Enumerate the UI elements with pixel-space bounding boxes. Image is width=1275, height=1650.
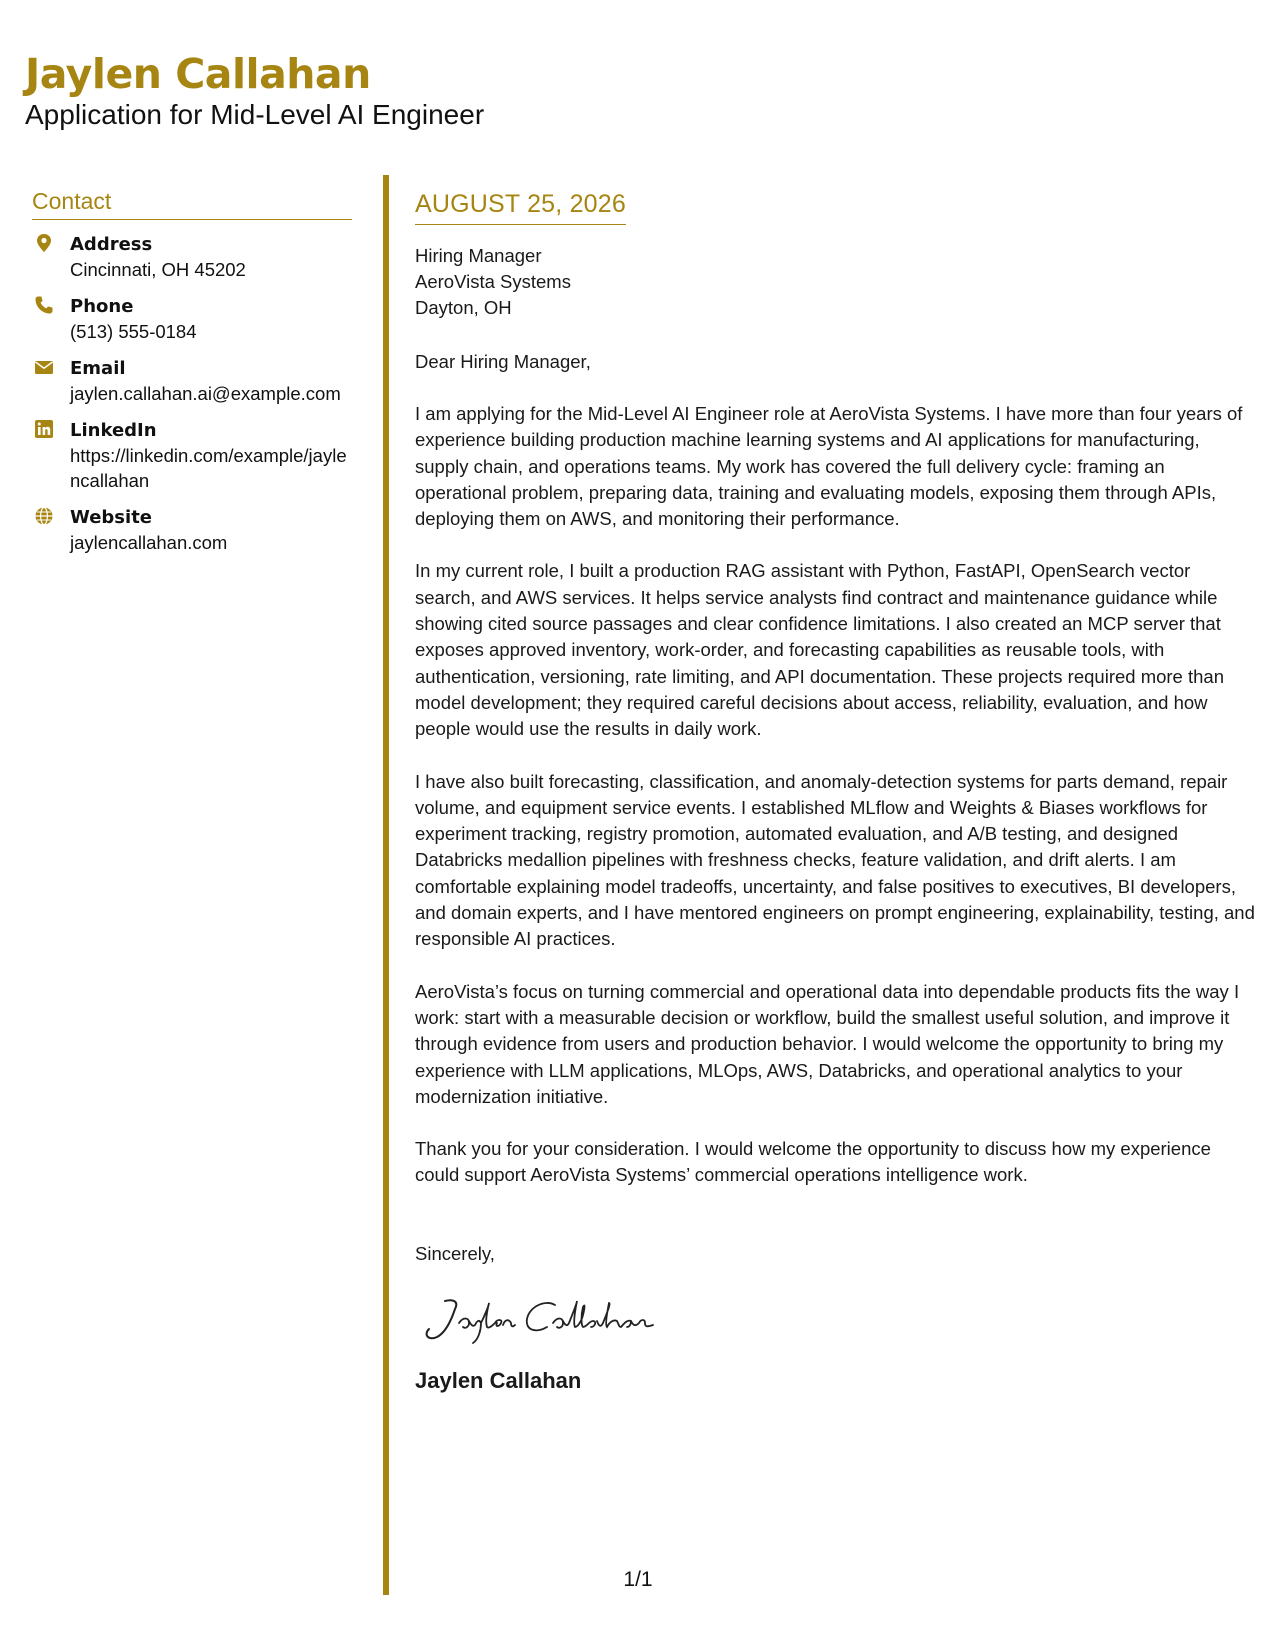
contact-email [32,356,352,406]
globe-icon [34,506,54,526]
letter-paragraph: I have also built forecasting, classification, and anomaly-detection systems for parts demand, repair volume, and equipment service events. I established MLflow and Weights & Biases workflows for experiment tracking, registry promotion, automated evaluation, and A/B testing, and designed Databricks medallion pipelines with freshness checks, feature validation, and drift alerts. I am comfortable explaining model tradeoffs, uncertainty, and false positives to executives, BI developers, and domain experts, and I have mentored engineers on prompt engineering, explainability, testing, and responsible AI practices. [415,770,1255,950]
vertical-divider [383,175,389,1595]
letter-paragraph: Thank you for your consideration. I would welcome the opportunity to discuss how my experience could support AeroVista Systems’ commercial operations intelligence work. [415,1138,1211,1186]
contact-label: Email [70,358,126,379]
letter-body [415,190,1255,1394]
linkedin-icon [34,419,54,439]
phone-icon [34,295,54,315]
contact-value: Cincinnati, OH 45202 [70,259,246,280]
page-header [25,50,484,132]
contact-value: jaylencallahan.com [70,532,228,553]
closing: Sincerely, [415,1242,495,1264]
contact-address [32,232,352,282]
contact-value: https://linkedin.com/example/jaylencallahan [70,445,347,491]
contact-sidebar [32,188,352,567]
application-subtitle: Application for Mid-Level AI Engineer [25,99,485,130]
letter-paragraph: I am applying for the Mid-Level AI Engineer role at AeroVista Systems. I have more than four years of experience building production machine learning systems and AI applications for manufacturing, supply chain, and operations teams. My work has covered the full delivery cycle: framing an operational problem, preparing data, training and evaluating models, exposing them through APIs, deploying them on AWS, and monitoring their performance. [415,403,1243,530]
contact-website [32,505,352,555]
contact-label: Phone [70,296,134,317]
contact-linkedin [32,418,352,493]
contact-label: Website [70,507,153,528]
applicant-name: Jaylen Callahan [25,50,371,98]
recipient-line: Hiring Manager [415,245,542,266]
contact-label: Address [70,234,153,255]
recipient-block [415,243,1255,321]
letter-paragraph: AeroVista’s focus on turning commercial and operational data into dependable products fits the way I work: start with a measurable decision or workflow, build the smallest useful solution, and improve it through evidence from users and production behavior. I would welcome the opportunity to bring my experience with LLM applications, MLOps, AWS, Databricks, and operational analytics to your modernization initiative. [415,980,1240,1107]
contact-value: jaylen.callahan.ai@example.com [70,383,341,404]
map-pin-icon [34,233,54,253]
recipient-line: Dayton, OH [415,297,512,318]
letter-date: AUGUST 25, 2026 [415,190,626,225]
envelope-icon [34,357,54,377]
salutation: Dear Hiring Manager, [415,351,591,372]
page-number: 1/1 [623,1568,653,1591]
handwritten-signature [415,1289,675,1349]
recipient-line: AeroVista Systems [415,271,571,292]
contact-phone [32,294,352,344]
signed-name: Jaylen Callahan [415,1367,582,1393]
contact-heading: Contact [32,188,352,220]
letter-paragraph: In my current role, I built a production RAG assistant with Python, FastAPI, OpenSearch vector search, and AWS services. It helps service analysts find contract and maintenance guidance while showing cited source passages and clear confidence limitations. I also created an MCP server that exposes approved inventory, work-order, and forecasting capabilities as reusable tools, with authentication, versioning, rate limiting, and API documentation. These projects required more than model development; they required careful decisions about access, reliability, evaluation, and how people would use the results in daily work. [415,560,1224,740]
contact-label: LinkedIn [70,420,157,441]
contact-value: (513) 555-0184 [70,321,197,342]
